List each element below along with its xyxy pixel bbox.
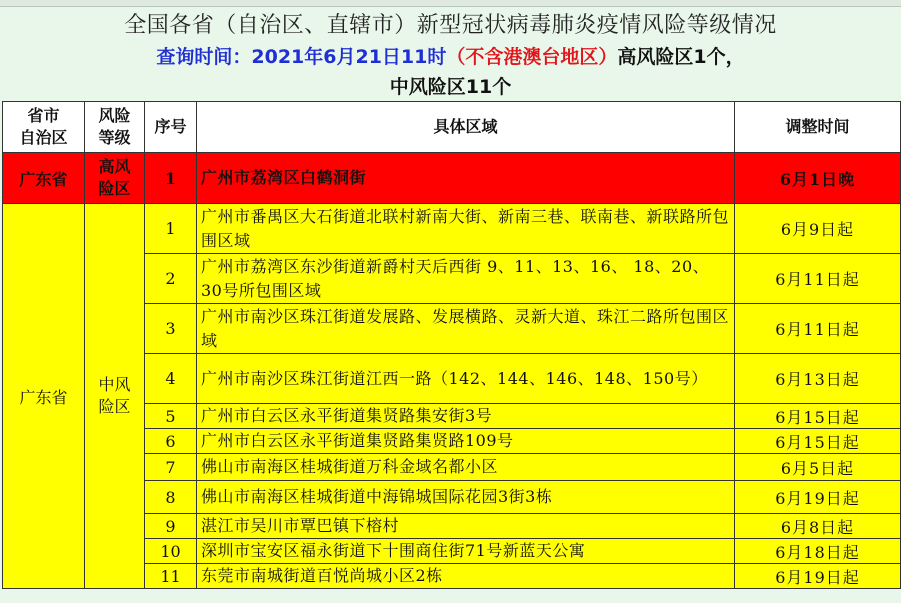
cell-area[interactable]: 广州市番禺区大石街道北联村新南大街、新南三巷、联南巷、新联路所包围区域 (197, 204, 735, 254)
query-label: 查询时间： (156, 46, 252, 68)
risk-table (2, 101, 901, 589)
cell-area[interactable]: 广州市荔湾区东沙街道新爵村天后西街 9、11、13、16、 18、20、30号所包围区域 (197, 254, 735, 304)
cell-risk-level[interactable]: 高风 险区 (85, 153, 145, 204)
cell-time[interactable]: 6月15日起 (735, 429, 901, 454)
cell-no[interactable]: 6 (145, 429, 197, 454)
cell-no[interactable]: 1 (145, 153, 197, 204)
cell-area[interactable]: 佛山市南海区桂城街道中海锦城国际花园3街3栋 (197, 481, 735, 514)
cell-risk-level[interactable]: 中风 险区 (85, 204, 145, 589)
col-header-area[interactable]: 具体区域 (197, 102, 735, 153)
query-line (0, 42, 901, 69)
col-header-level[interactable]: 风险 等级 (85, 102, 145, 153)
cell-no[interactable]: 2 (145, 254, 197, 304)
cell-no[interactable]: 9 (145, 514, 197, 539)
query-high-count: 高风险区1个， (617, 46, 745, 68)
cell-no[interactable]: 1 (145, 204, 197, 254)
query-mid-count: 中风险区11个 (389, 76, 512, 98)
cell-time[interactable]: 6月18日起 (735, 539, 901, 564)
cell-time[interactable]: 6月11日起 (735, 254, 901, 304)
cell-area[interactable]: 东莞市南城街道百悦尚城小区2栋 (197, 564, 735, 589)
cell-province[interactable]: 广东省 (3, 153, 85, 204)
cell-area[interactable]: 佛山市南海区桂城街道万科金域名都小区 (197, 454, 735, 481)
cell-area[interactable]: 湛江市吴川市覃巴镇下榕村 (197, 514, 735, 539)
col-header-no[interactable]: 序号 (145, 102, 197, 153)
cell-time[interactable]: 6月13日起 (735, 354, 901, 404)
cell-time[interactable]: 6月5日起 (735, 454, 901, 481)
cell-area[interactable]: 广州市南沙区珠江街道发展路、发展横路、灵新大道、珠江二路所包围区域 (197, 304, 735, 354)
cell-time[interactable]: 6月9日起 (735, 204, 901, 254)
cell-no[interactable]: 7 (145, 454, 197, 481)
cell-time[interactable]: 6月11日起 (735, 304, 901, 354)
cell-time[interactable]: 6月8日起 (735, 514, 901, 539)
query-time: 2021年6月21日11时 (251, 46, 447, 68)
cell-time[interactable]: 6月19日起 (735, 564, 901, 589)
cell-no[interactable]: 3 (145, 304, 197, 354)
cell-time[interactable]: 6月1日晚 (735, 153, 901, 204)
page-title: 全国各省（自治区、直辖市）新型冠状病毒肺炎疫情风险等级情况 (124, 13, 777, 38)
cell-no[interactable]: 4 (145, 354, 197, 404)
top-toolbar-strip (0, 0, 901, 7)
cell-no[interactable]: 5 (145, 404, 197, 429)
cell-area[interactable]: 广州市白云区永平街道集贤路集安街3号 (197, 404, 735, 429)
cell-no[interactable]: 8 (145, 481, 197, 514)
table-row (3, 153, 901, 204)
table-row (3, 204, 901, 254)
cell-time[interactable]: 6月19日起 (735, 481, 901, 514)
cell-time[interactable]: 6月15日起 (735, 404, 901, 429)
cell-area[interactable]: 广州市白云区永平街道集贤路集贤路109号 (197, 429, 735, 454)
col-header-province[interactable]: 省市 自治区 (3, 102, 85, 153)
cell-area[interactable]: 深圳市宝安区福永街道下十围商住街71号新蓝天公寓 (197, 539, 735, 564)
query-note: （不含港澳台地区） (446, 46, 618, 68)
cell-area[interactable]: 广州市荔湾区白鹤洞街 (197, 153, 735, 204)
cell-province[interactable]: 广东省 (3, 204, 85, 589)
cell-no[interactable]: 10 (145, 539, 197, 564)
table-header-row (3, 102, 901, 153)
cell-no[interactable]: 11 (145, 564, 197, 589)
cell-area[interactable]: 广州市南沙区珠江街道江西一路（142、144、146、148、150号） (197, 354, 735, 404)
col-header-time[interactable]: 调整时间 (735, 102, 901, 153)
